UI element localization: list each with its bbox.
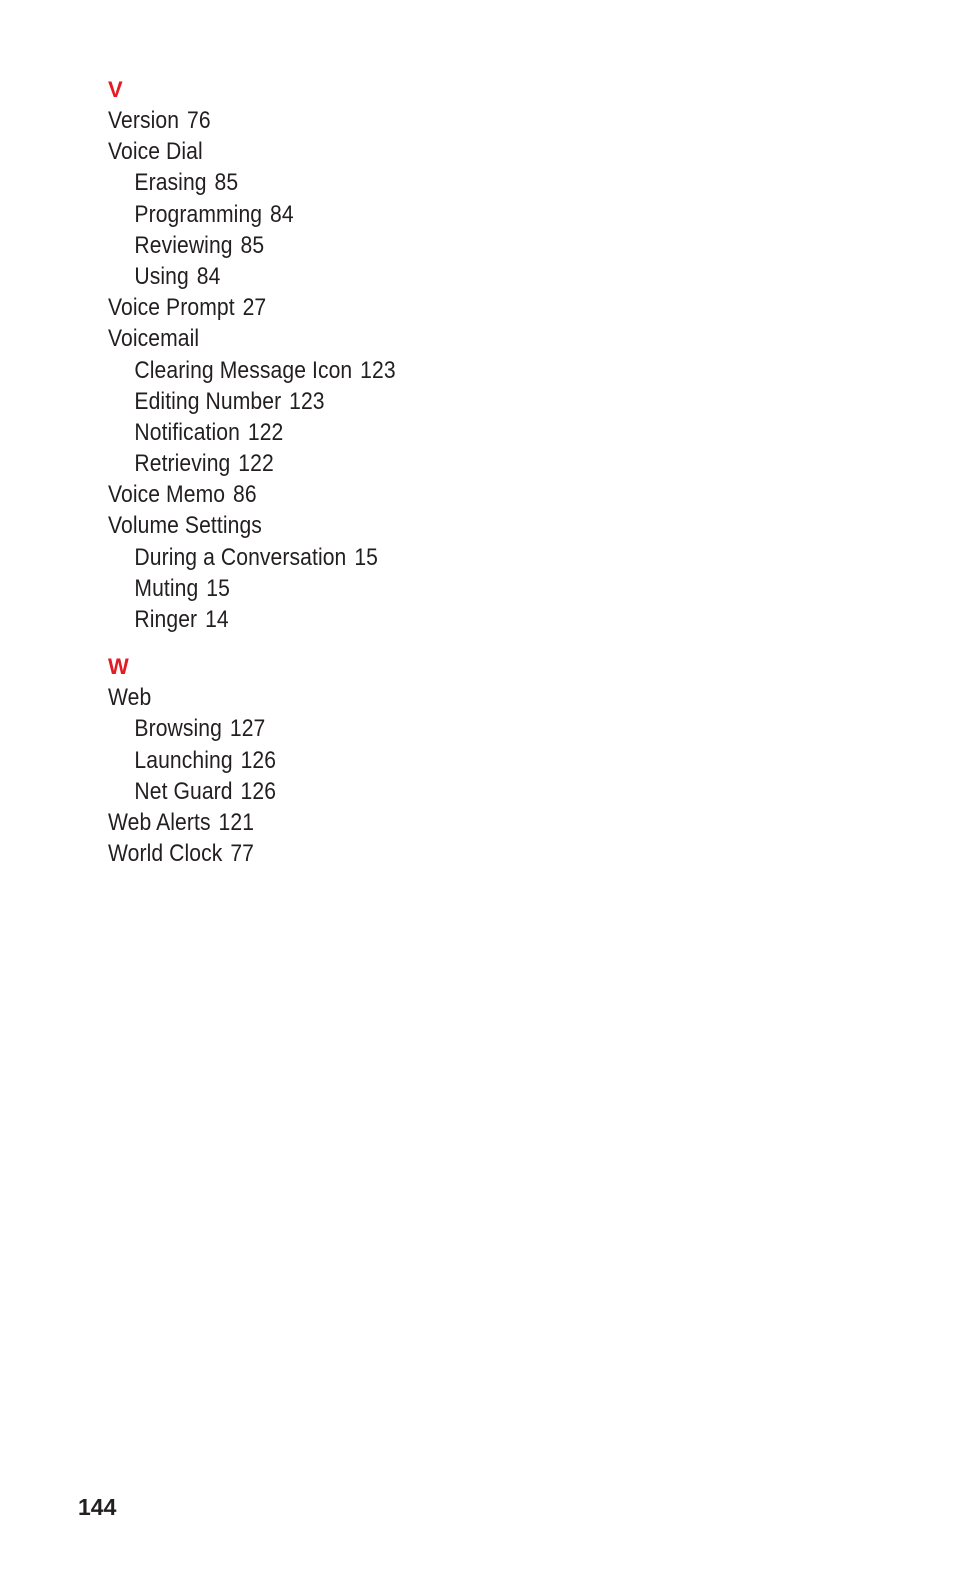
index-entry [108, 136, 724, 167]
index-subentry [108, 230, 724, 261]
entry-page: 27 [242, 294, 267, 322]
index-entry [108, 105, 724, 136]
entry-term: Reviewing [134, 231, 233, 259]
index-entry [108, 292, 724, 323]
entry-page: 126 [240, 746, 277, 774]
index-entry [108, 510, 724, 541]
entry-page: 15 [354, 543, 378, 571]
entry-page: 123 [360, 356, 396, 384]
entry-page: 122 [247, 418, 284, 446]
entry-term: Web Alerts [108, 808, 211, 836]
index-subentry [108, 386, 724, 417]
entry-term: Voice Memo [108, 481, 226, 509]
index-entry [108, 323, 724, 354]
index-subentry [108, 199, 724, 230]
entry-term: World Clock [108, 840, 223, 868]
index-column [108, 74, 808, 869]
entry-page: 84 [196, 262, 221, 290]
entry-page: 14 [205, 606, 229, 633]
entry-page: 121 [218, 808, 255, 836]
index-subentry [108, 745, 724, 776]
entry-term: Volume Settings [108, 512, 262, 540]
index-subentry [108, 542, 724, 573]
entry-term: Erasing [134, 169, 207, 197]
entry-term: Net Guard [134, 777, 233, 805]
index-subentry [108, 167, 724, 198]
index-subentry [108, 261, 724, 292]
index-entry [108, 682, 724, 713]
entry-page: 76 [186, 107, 211, 134]
index-subentry [108, 417, 724, 448]
entry-term: Notification [134, 418, 240, 446]
entry-term: Retrieving [134, 450, 231, 478]
entry-term: Ringer [134, 606, 198, 633]
entry-term: Muting [134, 574, 199, 602]
entry-term: Clearing Message Icon [134, 356, 353, 384]
entry-term: Editing Number [134, 387, 282, 415]
index-section-w [108, 651, 808, 869]
entry-term: During a Conversation [134, 543, 347, 571]
index-subentry [108, 355, 724, 386]
section-letter: V [108, 77, 123, 102]
index-entry [108, 807, 724, 838]
index-subentry [108, 604, 724, 635]
entry-term: Launching [134, 746, 233, 774]
entry-page: 86 [233, 481, 257, 509]
entry-term: Voice Dial [108, 138, 203, 166]
index-subentry [108, 448, 724, 479]
entry-term: Web [108, 684, 152, 712]
entry-term: Using [134, 262, 189, 290]
index-section-v [108, 74, 808, 635]
entry-term: Version [108, 107, 180, 134]
entry-page: 122 [238, 450, 274, 478]
entry-page: 84 [270, 200, 294, 228]
entry-page: 127 [229, 715, 266, 743]
entry-term: Browsing [134, 715, 222, 743]
entry-page: 123 [289, 387, 325, 415]
entry-term: Voice Prompt [108, 294, 235, 322]
index-subentry [108, 713, 724, 744]
index-subentry [108, 573, 724, 604]
section-letter: W [108, 654, 129, 680]
entry-page: 126 [240, 777, 277, 805]
entry-term: Programming [134, 200, 263, 228]
entry-term: Voicemail [108, 325, 200, 353]
entry-page: 85 [214, 169, 239, 197]
entry-page: 85 [240, 231, 265, 259]
index-subentry [108, 776, 724, 807]
entry-page: 15 [206, 574, 230, 602]
index-entry [108, 838, 724, 869]
page-number: 144 [78, 1494, 117, 1520]
index-entry [108, 479, 724, 510]
entry-page: 77 [230, 840, 255, 868]
